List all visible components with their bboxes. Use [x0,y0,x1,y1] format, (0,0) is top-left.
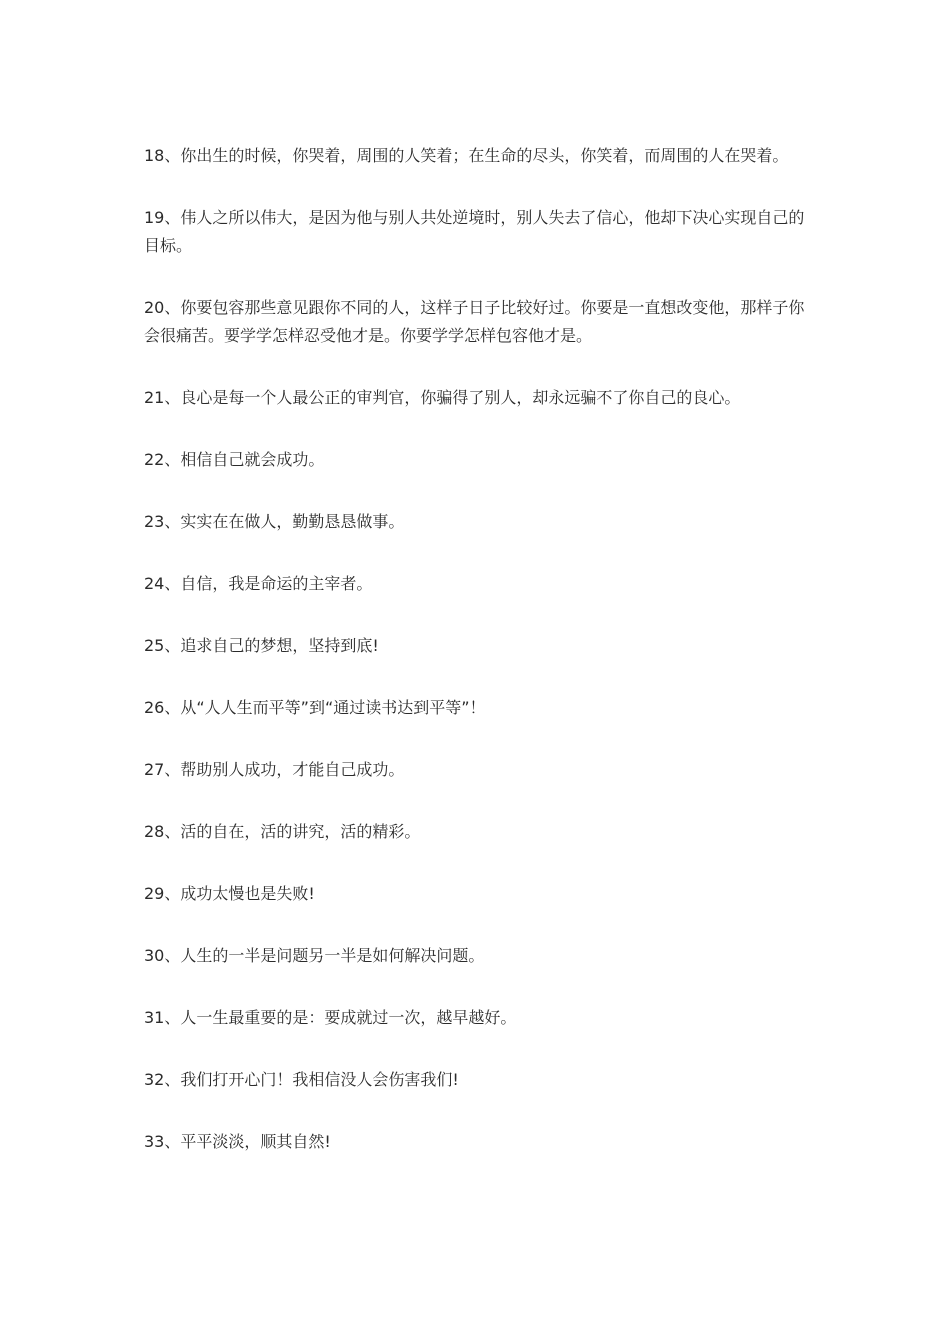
quote-paragraph-20: 20、你要包容那些意见跟你不同的人，这样子日子比较好过。你要是一直想改变他，那样子你会很痛苦。要学学怎样忍受他才是。你要学学怎样包容他才是。 [144,298,805,345]
quote-paragraph-19: 19、伟人之所以伟大，是因为他与别人共处逆境时，别人失去了信心，他却下决心实现自己的目标。 [144,208,805,255]
quote-paragraph-29: 29、成功太慢也是失败! [144,884,315,903]
quote-paragraph-23: 23、实实在在做人，勤勤恳恳做事。 [144,512,405,531]
document-body [144,142,812,1190]
quote-paragraph-28: 28、活的自在，活的讲究，活的精彩。 [144,822,421,841]
quote-paragraph-26: 26、从“人人生而平等”到“通过读书达到平等”！ [144,698,486,717]
quote-paragraph-30: 30、人生的一半是问题另一半是如何解决问题。 [144,946,485,965]
quote-paragraph-27: 27、帮助别人成功，才能自己成功。 [144,760,405,779]
quote-paragraph-25: 25、追求自己的梦想，坚持到底! [144,636,379,655]
quote-paragraph-32: 32、我们打开心门！我相信没人会伤害我们! [144,1070,459,1089]
quote-paragraph-18: 18、你出生的时候，你哭着，周围的人笑着；在生命的尽头，你笑着，而周围的人在哭着。 [144,146,789,165]
quote-paragraph-31: 31、人一生最重要的是：要成就过一次，越早越好。 [144,1008,517,1027]
quote-paragraph-24: 24、自信，我是命运的主宰者。 [144,574,373,593]
quote-paragraph-22: 22、相信自己就会成功。 [144,450,325,469]
quote-paragraph-21: 21、良心是每一个人最公正的审判官，你骗得了别人，却永远骗不了你自己的良心。 [144,388,741,407]
quote-paragraph-33: 33、平平淡淡，顺其自然! [144,1132,331,1151]
